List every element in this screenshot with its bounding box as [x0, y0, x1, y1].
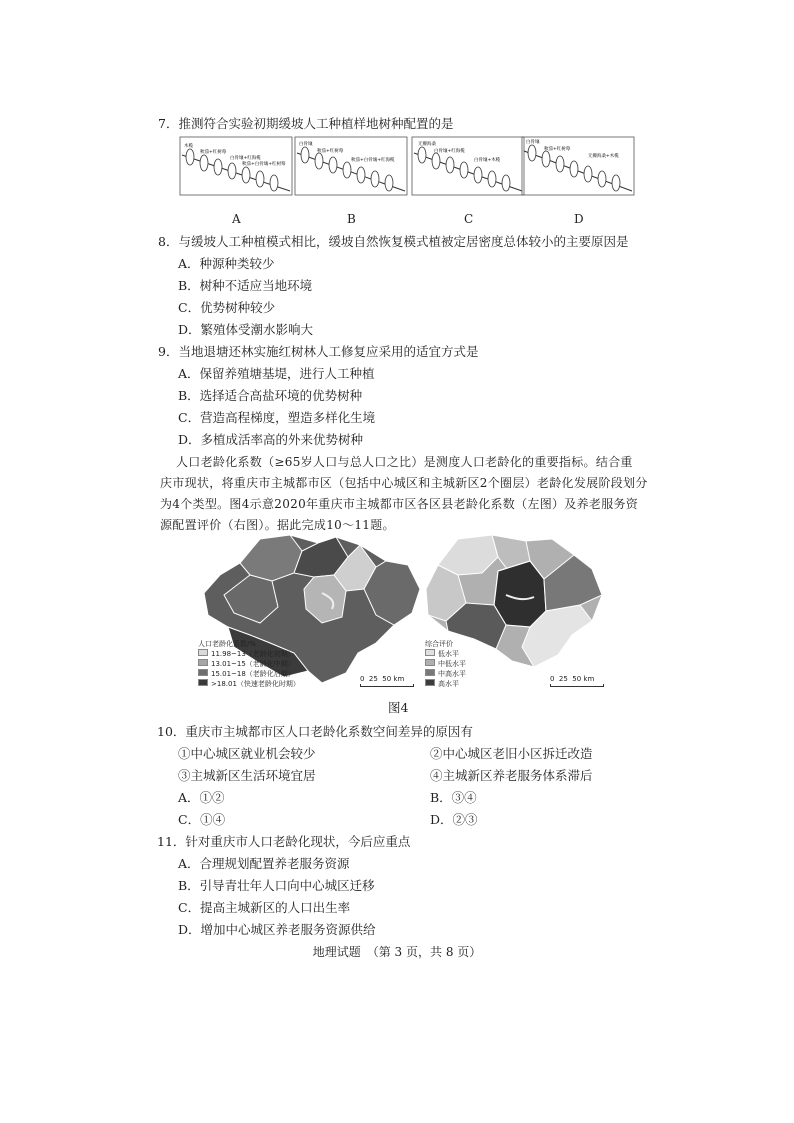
q11-option-b: B．引导青壮年人口向中心城区迁移	[178, 878, 375, 893]
q10-statement-3: ③主城新区生活环境宜居	[178, 768, 316, 783]
q11-option-d: D．增加中心城区养老服务资源供给	[178, 922, 376, 937]
panel-c-label: 无瓣海桑	[418, 142, 436, 147]
panel-c	[412, 137, 524, 195]
panel-a-label: 秋茄+白骨壤+红树莓	[242, 162, 286, 167]
panel-a	[180, 137, 292, 195]
right-map-legend	[425, 640, 466, 689]
intro-line-4: 源配置评价（右图）。据此完成10～11题。	[160, 518, 395, 532]
q10-statement-1: ①中心城区就业机会较少	[178, 746, 316, 761]
left-legend-item: 15.01~18（老龄化后期）	[198, 669, 300, 679]
q11-stem: 11．针对重庆市人口老龄化现状，今后应重点	[157, 834, 411, 849]
panel-c-id: C	[464, 212, 474, 226]
right-map-scale: 0 25 50 km	[550, 675, 604, 687]
q9-option-b: B．选择适合高盐环境的优势树种	[178, 388, 363, 403]
q7-stem: 7．推测符合实验初期缓坡人工种植样地树种配置的是	[158, 116, 454, 131]
q8-option-d: D．繁殖体受潮水影响大	[178, 322, 314, 337]
panel-a-label: 白骨壤+红海榄	[230, 156, 261, 161]
left-legend-item: 11.98~13（老龄化初期）	[198, 649, 300, 659]
q8-stem: 8．与缓坡人工种植模式相比，缓坡自然恢复模式植被定居密度总体较小的主要原因是	[158, 234, 629, 249]
intro-line-2: 庆市现状，将重庆市主城都市区（包括中心城区和主城新区2个圈层）老龄化发展阶段划分	[160, 476, 648, 490]
q11-option-a: A．合理规划配置养老服务资源	[178, 856, 350, 871]
q9-option-a: A．保留养殖塘基堤，进行人工种植	[178, 366, 375, 381]
intro-line-1: 人口老龄化系数（≥65岁人口与总人口之比）是测度人口老龄化的重要指标。结合重	[176, 455, 633, 469]
right-legend-item: 中高水平	[425, 669, 466, 679]
panel-a-label: 秋茄+红树莓	[200, 150, 227, 155]
panel-d-label: 秋茄+红树莓	[544, 147, 571, 152]
q11-option-c: C．提高主城新区的人口出生率	[178, 900, 351, 915]
q10-option-a: A．①②	[178, 790, 225, 805]
intro-line-3: 为4个类型。图4示意2020年重庆市主城都市区各区县老龄化系数（左图）及养老服务资	[160, 497, 639, 511]
q8-option-c: C．优势树种较少	[178, 300, 276, 315]
panel-b	[295, 137, 407, 195]
panel-b-id: B	[347, 212, 356, 226]
panel-d-label: 无瓣海桑+木榄	[588, 154, 619, 159]
panel-a-label: 木榄	[184, 144, 193, 149]
q7-diagrams	[0, 135, 794, 205]
panel-d	[522, 137, 634, 195]
q10-option-c: C．①④	[178, 812, 226, 827]
q9-option-c: C．营造高程梯度，塑造多样化生境	[178, 410, 376, 425]
left-legend-item: >18.01（快速老龄化时期）	[198, 679, 300, 689]
q8-option-a: A．种源种类较少	[178, 256, 275, 271]
panel-c-label: 白骨壤+红海榄	[434, 149, 465, 154]
left-legend-title: 人口老龄化系数/%	[198, 640, 257, 648]
right-legend-item: 中低水平	[425, 659, 466, 669]
left-legend-item: 13.01~15（老龄化中期）	[198, 659, 300, 669]
q8-option-b: B．树种不适应当地环境	[178, 278, 313, 293]
left-map-legend	[198, 640, 300, 689]
q10-statement-4: ④主城新区养老服务体系滞后	[430, 768, 593, 783]
figure-caption: 图4	[388, 700, 409, 715]
q9-stem: 9．当地退塘还林实施红树林人工修复应采用的适宜方式是	[158, 344, 479, 359]
q9-option-d: D．多植成活率高的外来优势树种	[178, 432, 364, 447]
q10-statement-2: ②中心城区老旧小区拆迁改造	[430, 746, 593, 761]
panel-d-label: 白骨壤	[526, 140, 540, 145]
left-map-scale: 0 25 50 km	[360, 675, 414, 687]
panel-d-id: D	[574, 212, 584, 226]
q10-stem: 10．重庆市主城都市区人口老龄化系数空间差异的原因有	[157, 724, 473, 739]
panel-b-label: 秋茄+红树莓	[317, 149, 344, 154]
panel-c-label: 白骨壤+木榄	[474, 158, 501, 163]
panel-a-id: A	[232, 212, 241, 226]
right-legend-item: 低水平	[425, 649, 466, 659]
right-legend-item: 高水平	[425, 679, 466, 689]
page-footer: 地理试题 （第 3 页，共 8 页）	[312, 945, 482, 959]
q10-option-b: B．③④	[430, 790, 477, 805]
right-legend-title: 综合评价	[425, 640, 453, 648]
panel-b-label: 秋茄+白骨壤+红海榄	[351, 158, 395, 163]
panel-b-label: 白骨壤	[299, 142, 313, 147]
q10-option-d: D．②③	[430, 812, 478, 827]
